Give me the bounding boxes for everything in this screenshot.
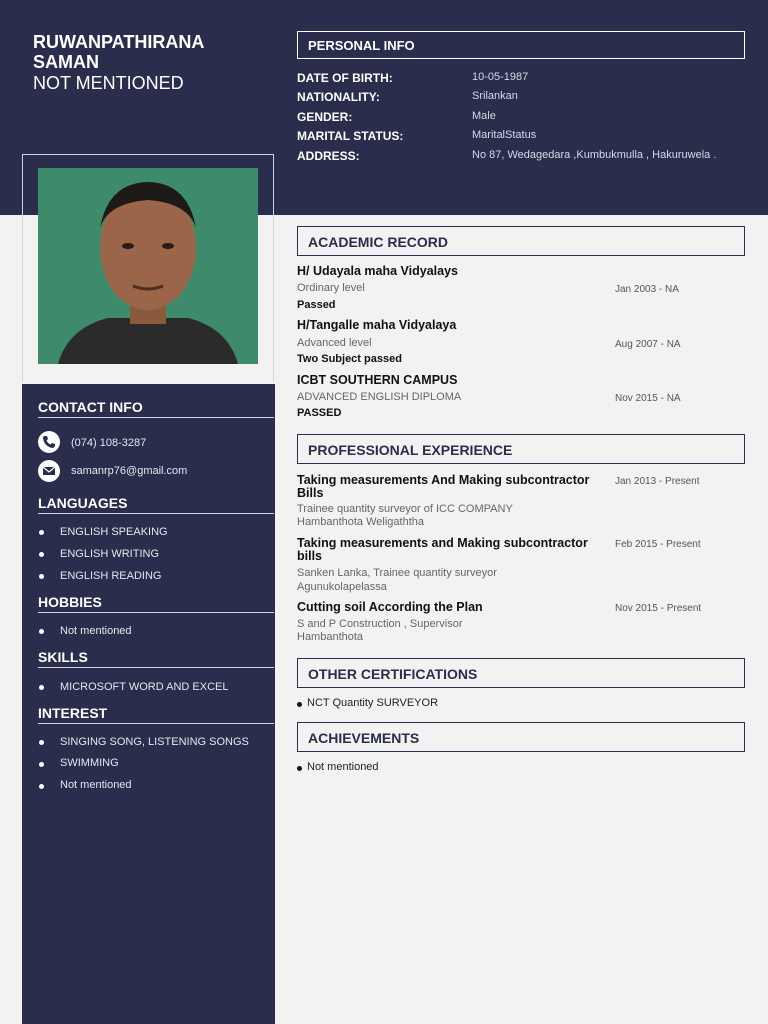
certifications-heading: OTHER CERTIFICATIONS bbox=[297, 658, 745, 688]
experience-org: Trainee quantity surveyor of ICC COMPANY bbox=[297, 503, 513, 515]
academic-result: Two Subject passed bbox=[297, 353, 402, 365]
nationality-label: NATIONALITY: bbox=[297, 90, 380, 104]
academic-result: Passed bbox=[297, 299, 336, 311]
bullet-icon bbox=[39, 552, 44, 557]
hobbies-heading: HOBBIES bbox=[38, 594, 274, 613]
experience-role: Taking measurements And Making subcontractor Bills bbox=[297, 473, 590, 500]
academic-date: Jan 2003 - NA bbox=[615, 284, 679, 295]
experience-role: Cutting soil According the Plan bbox=[297, 600, 483, 614]
experience-org: Sanken Lanka, Trainee quantity surveyor bbox=[297, 567, 497, 579]
academic-record-heading: ACADEMIC RECORD bbox=[297, 226, 745, 256]
address-value: No 87, Wedagedara ,Kumbukmulla , Hakuruwela . bbox=[472, 149, 717, 161]
gender-label: GENDER: bbox=[297, 110, 353, 124]
academic-school: H/Tangalle maha Vidyalaya bbox=[297, 318, 457, 332]
interest-heading: INTEREST bbox=[38, 705, 274, 724]
academic-school: ICBT SOUTHERN CAMPUS bbox=[297, 373, 458, 387]
language-item: ENGLISH WRITING bbox=[60, 548, 160, 560]
candidate-name: RUWANPATHIRANA SAMAN bbox=[33, 32, 204, 72]
personal-info-heading: PERSONAL INFO bbox=[297, 31, 745, 59]
bullet-icon bbox=[39, 762, 44, 767]
nationality-value: Srilankan bbox=[472, 90, 518, 102]
dob-label: DATE OF BIRTH: bbox=[297, 71, 393, 85]
bullet-icon bbox=[39, 574, 44, 579]
candidate-subtitle: NOT MENTIONED bbox=[33, 73, 184, 93]
hobby-item: Not mentioned bbox=[60, 625, 132, 637]
phone-icon bbox=[38, 431, 60, 453]
contact-info-heading: CONTACT INFO bbox=[38, 399, 274, 418]
profile-photo bbox=[38, 168, 258, 364]
skill-item: MICROSOFT WORD AND EXCEL bbox=[60, 681, 229, 693]
bullet-icon bbox=[39, 530, 44, 535]
academic-school: H/ Udayala maha Vidyalays bbox=[297, 264, 458, 278]
academic-result: PASSED bbox=[297, 407, 342, 419]
bullet-icon bbox=[39, 784, 44, 789]
experience-place: Agunukolapelassa bbox=[297, 581, 387, 593]
experience-date: Jan 2013 - Present bbox=[615, 476, 700, 487]
experience-date: Feb 2015 - Present bbox=[615, 539, 701, 550]
marital-status-value: MaritalStatus bbox=[472, 129, 537, 141]
interest-item: SWIMMING bbox=[60, 757, 119, 769]
bullet-icon bbox=[297, 766, 302, 771]
academic-level: Ordinary level bbox=[297, 282, 365, 294]
phone-number[interactable]: (074) 108-3287 bbox=[71, 437, 147, 449]
academic-level: Advanced level bbox=[297, 337, 372, 349]
email-icon bbox=[38, 460, 60, 482]
language-item: ENGLISH SPEAKING bbox=[60, 526, 168, 538]
address-label: ADDRESS: bbox=[297, 149, 360, 163]
language-item: ENGLISH READING bbox=[60, 570, 162, 582]
bullet-icon bbox=[39, 685, 44, 690]
experience-place: Hambanthota Weligaththa bbox=[297, 516, 424, 528]
gender-value: Male bbox=[472, 110, 496, 122]
dob-value: 10-05-1987 bbox=[472, 71, 529, 83]
experience-org: S and P Construction , Supervisor bbox=[297, 618, 463, 630]
achievements-heading: ACHIEVEMENTS bbox=[297, 722, 745, 752]
certification-item: NCT Quantity SURVEYOR bbox=[307, 697, 439, 709]
skills-heading: SKILLS bbox=[38, 649, 274, 668]
marital-status-label: MARITAL STATUS: bbox=[297, 129, 404, 143]
languages-heading: LANGUAGES bbox=[38, 495, 274, 514]
bullet-icon bbox=[39, 629, 44, 634]
experience-role: Taking measurements and Making subcontractor bills bbox=[297, 536, 588, 563]
interest-item: Not mentioned bbox=[60, 779, 132, 791]
academic-date: Nov 2015 - NA bbox=[615, 393, 681, 404]
achievement-item: Not mentioned bbox=[307, 761, 379, 773]
bullet-icon bbox=[297, 702, 302, 707]
academic-level: ADVANCED ENGLISH DIPLOMA bbox=[297, 391, 462, 403]
professional-experience-heading: PROFESSIONAL EXPERIENCE bbox=[297, 434, 745, 464]
academic-date: Aug 2007 - NA bbox=[615, 339, 681, 350]
bullet-icon bbox=[39, 740, 44, 745]
interest-item: SINGING SONG, LISTENING SONGS bbox=[60, 736, 249, 748]
experience-place: Hambanthota bbox=[297, 631, 364, 643]
experience-date: Nov 2015 - Present bbox=[615, 603, 702, 614]
email-address[interactable]: samanrp76@gmail.com bbox=[71, 465, 188, 477]
